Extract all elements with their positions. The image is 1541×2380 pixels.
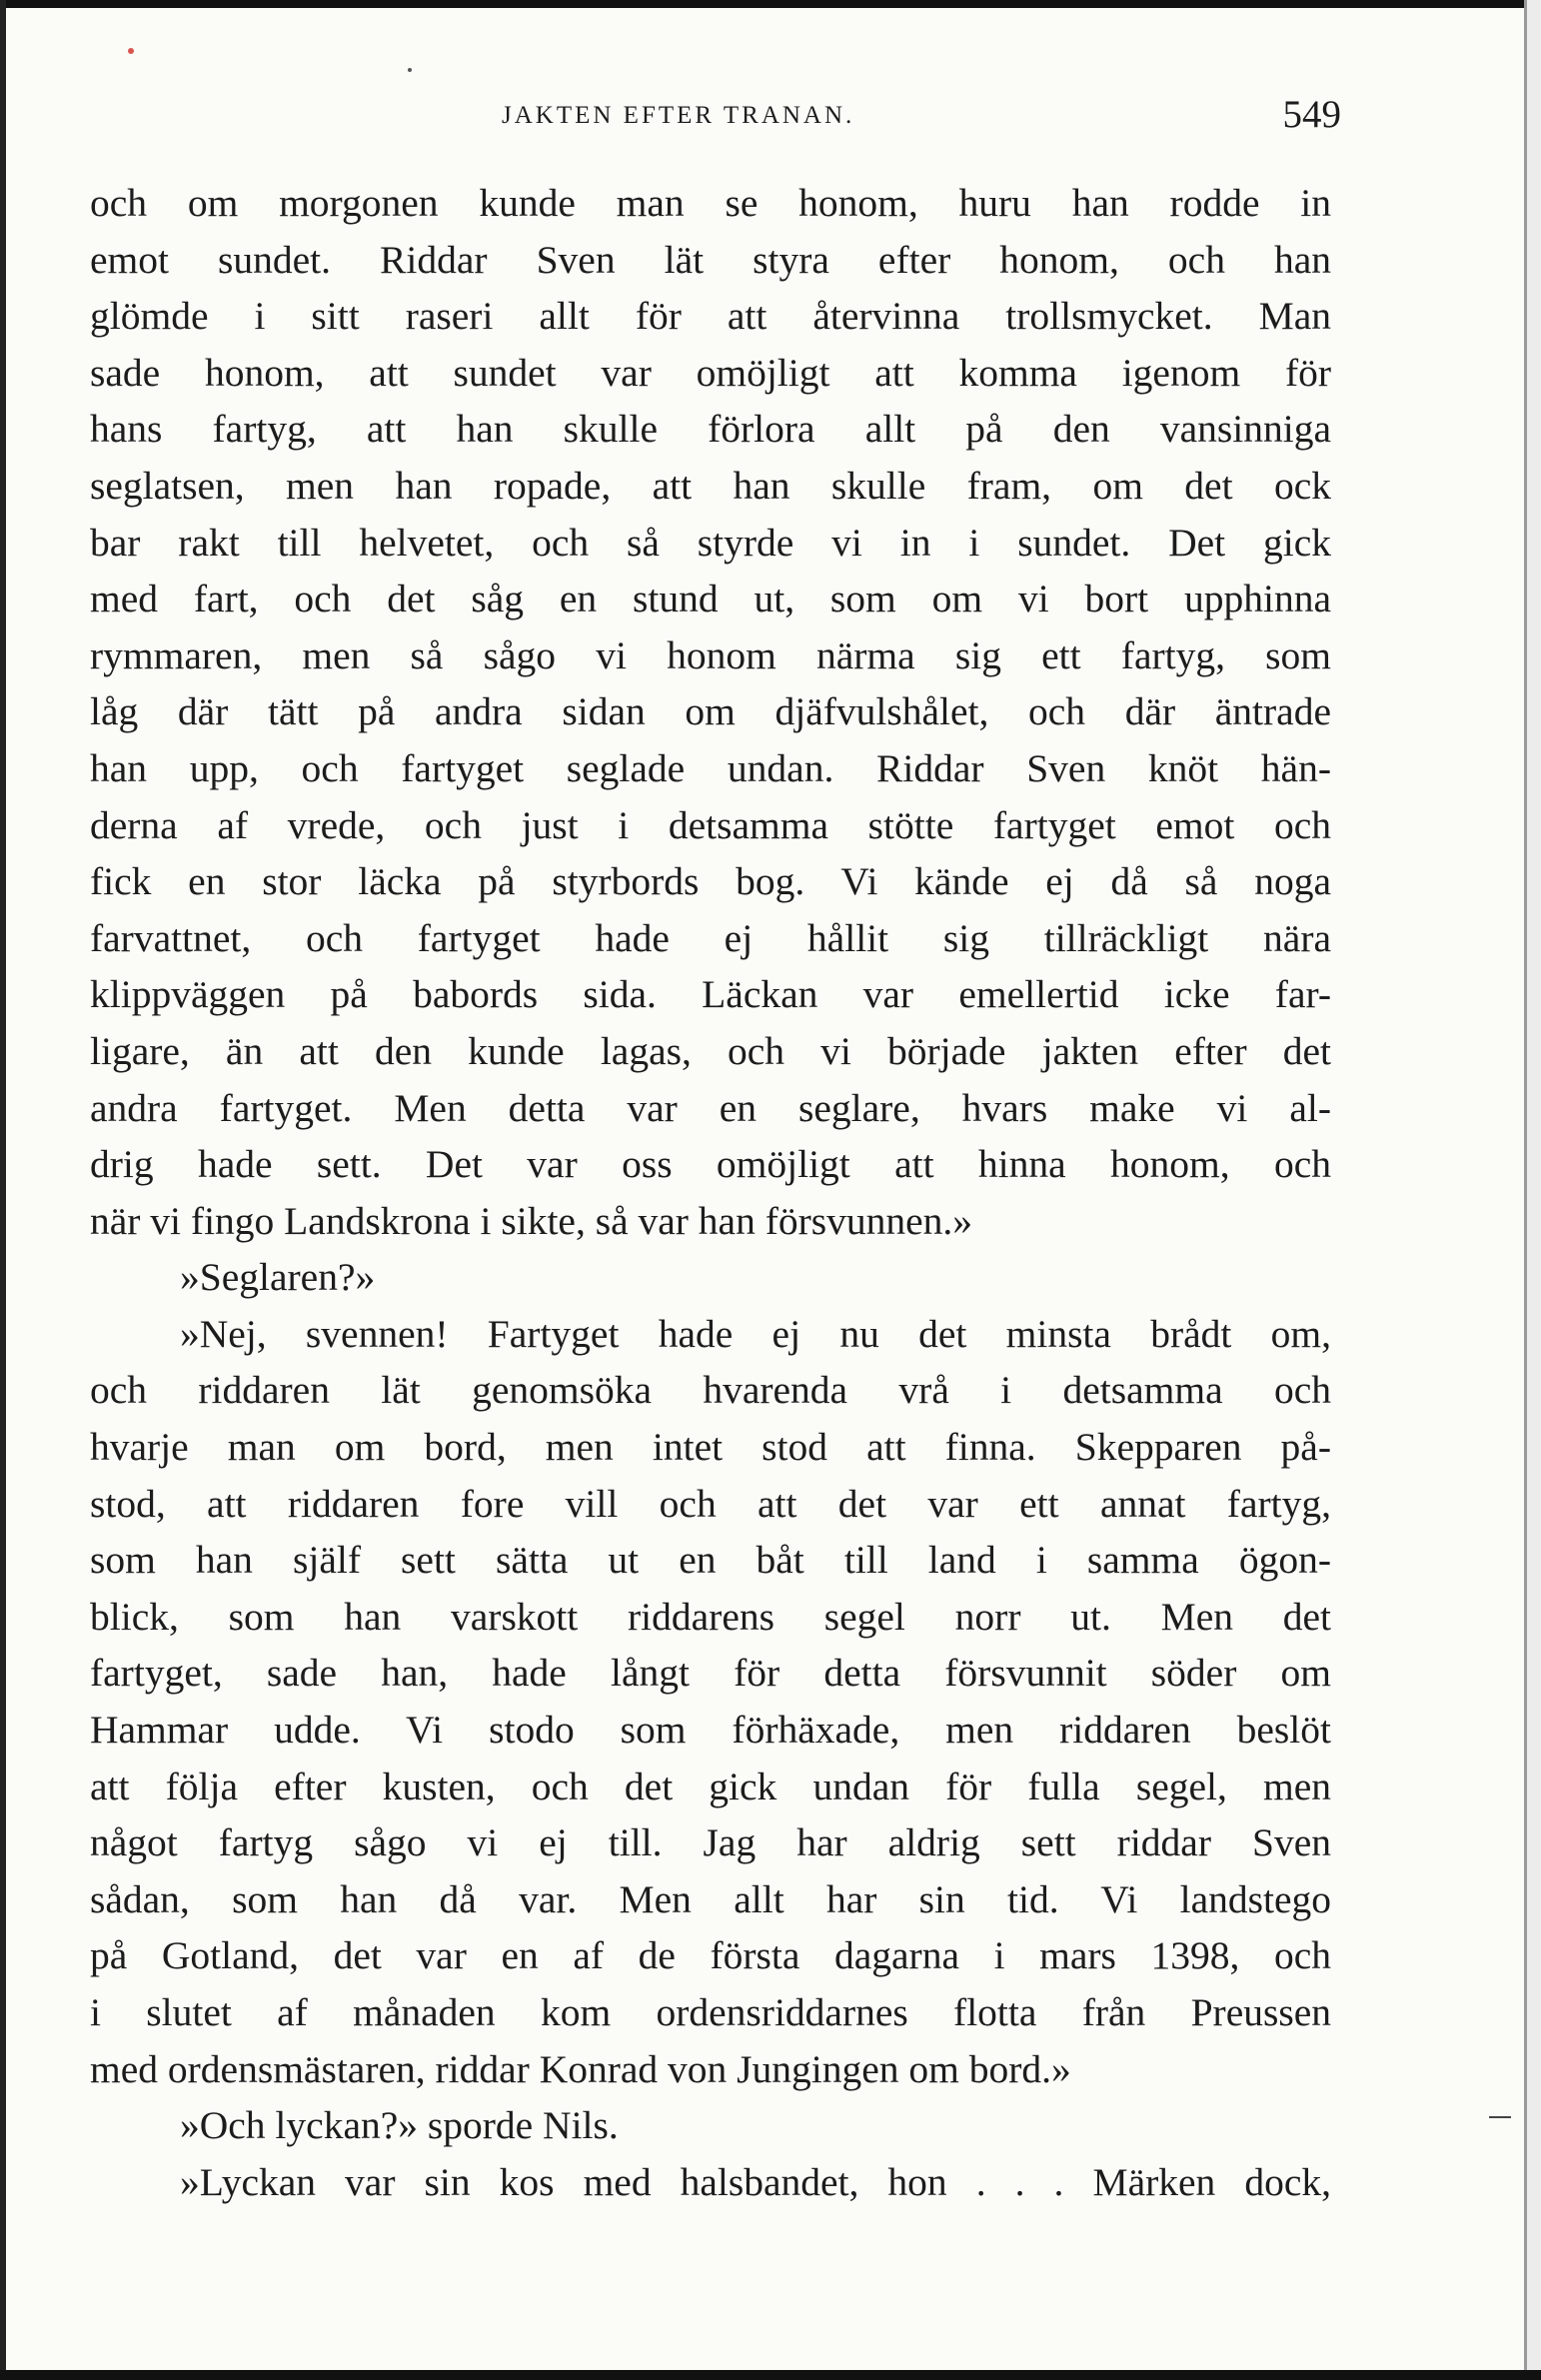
body-text (90, 175, 1331, 2210)
text-line: och riddaren lät genomsöka hvarenda vrå i detsamma och (90, 1368, 1331, 1413)
text-line: låg där tätt på andra sidan om djäfvulshålet, och där äntrade (90, 689, 1331, 734)
text-line: derna af vrede, och just i detsamma stötte fartyget emot och (90, 802, 1331, 847)
scan-border-right-shadow (1524, 0, 1527, 2380)
text-line: »Lyckan var sin kos med halsbandet, hon . . . Märken dock, (180, 2159, 1331, 2204)
text-line: och om morgonen kunde man se honom, huru han rodde in (90, 181, 1331, 225)
text-line: när vi fingo Landskrona i sikte, så var han försvunnen.» (90, 1198, 973, 1243)
ink-speck (128, 48, 134, 54)
text-line: stod, att riddaren fore vill och att det var ett annat fartyg, (90, 1481, 1331, 1526)
text-line: glömde i sitt raseri allt för att återvinna trollsmycket. Man (90, 294, 1331, 339)
text-line: blick, som han varskott riddarens segel norr ut. Men det (90, 1594, 1331, 1639)
text-line: hvarje man om bord, men intet stod att finna. Skepparen på- (90, 1425, 1331, 1470)
text-line: »Och lyckan?» sporde Nils. (180, 2103, 619, 2148)
text-line: sade honom, att sundet var omöjligt att komma igenom för (90, 350, 1331, 395)
text-line: hans fartyg, att han skulle förlora allt på den vansinniga (90, 407, 1331, 452)
text-line: farvattnet, och fartyget hade ej hållit sig tillräckligt nära (90, 915, 1331, 960)
text-line: ligare, än att den kunde lagas, och vi började jakten efter det (90, 1028, 1331, 1073)
scan-border-bottom (0, 2370, 1541, 2380)
text-line: emot sundet. Riddar Sven lät styra efter honom, och han (90, 237, 1331, 282)
text-line: sådan, som han då var. Men allt har sin tid. Vi landstego (90, 1876, 1331, 1921)
margin-mark (1489, 2116, 1511, 2118)
text-line: bar rakt till helvetet, och så styrde vi in i sundet. Det gick (90, 520, 1331, 565)
text-line: på Gotland, det var en af de första dagarna i mars 1398, och (90, 1933, 1331, 1978)
text-line: i slutet af månaden kom ordensriddarnes flotta från Preussen (90, 1990, 1331, 2034)
text-line: »Nej, svennen! Fartyget hade ej nu det minsta brådt om, (180, 1311, 1331, 1356)
running-head-title: JAKTEN EFTER TRANAN. (502, 102, 855, 129)
running-head (90, 92, 1341, 152)
scan-border-left (0, 0, 6, 2380)
text-line: andra fartyget. Men detta var en seglare, hvars make vi al- (90, 1085, 1331, 1130)
text-line: seglatsen, men han ropade, att han skulle fram, om det ock (90, 463, 1331, 508)
scan-border-top (0, 0, 1541, 8)
ink-speck (408, 68, 412, 72)
text-line: fick en stor läcka på styrbords bog. Vi kände ej då så noga (90, 859, 1331, 904)
text-line: rymmaren, men så sågo vi honom närma sig ett fartyg, som (90, 632, 1331, 677)
text-line: med fart, och det såg en stund ut, som om vi bort upphinna (90, 577, 1331, 621)
text-line: något fartyg sågo vi ej till. Jag har aldrig sett riddar Sven (90, 1820, 1331, 1865)
page-number: 549 (1282, 93, 1341, 136)
text-line: med ordensmästaren, riddar Konrad von Jungingen om bord.» (90, 2046, 1071, 2091)
text-line: som han själf sett sätta ut en båt till land i samma ögon- (90, 1538, 1331, 1583)
text-line: att följa efter kusten, och det gick undan för fulla segel, men (90, 1764, 1331, 1808)
text-line: Hammar udde. Vi stodo som förhäxade, men riddaren beslöt (90, 1708, 1331, 1753)
scan-border-right (1527, 0, 1541, 2380)
text-line: han upp, och fartyget seglade undan. Riddar Sven knöt hän- (90, 745, 1331, 790)
text-line: fartyget, sade han, hade långt för detta försvunnit söder om (90, 1651, 1331, 1696)
text-line: »Seglaren?» (180, 1255, 376, 1300)
text-line: klippväggen på babords sida. Läckan var emellertid icke far- (90, 972, 1331, 1017)
text-line: drig hade sett. Det var oss omöjligt att hinna honom, och (90, 1142, 1331, 1187)
